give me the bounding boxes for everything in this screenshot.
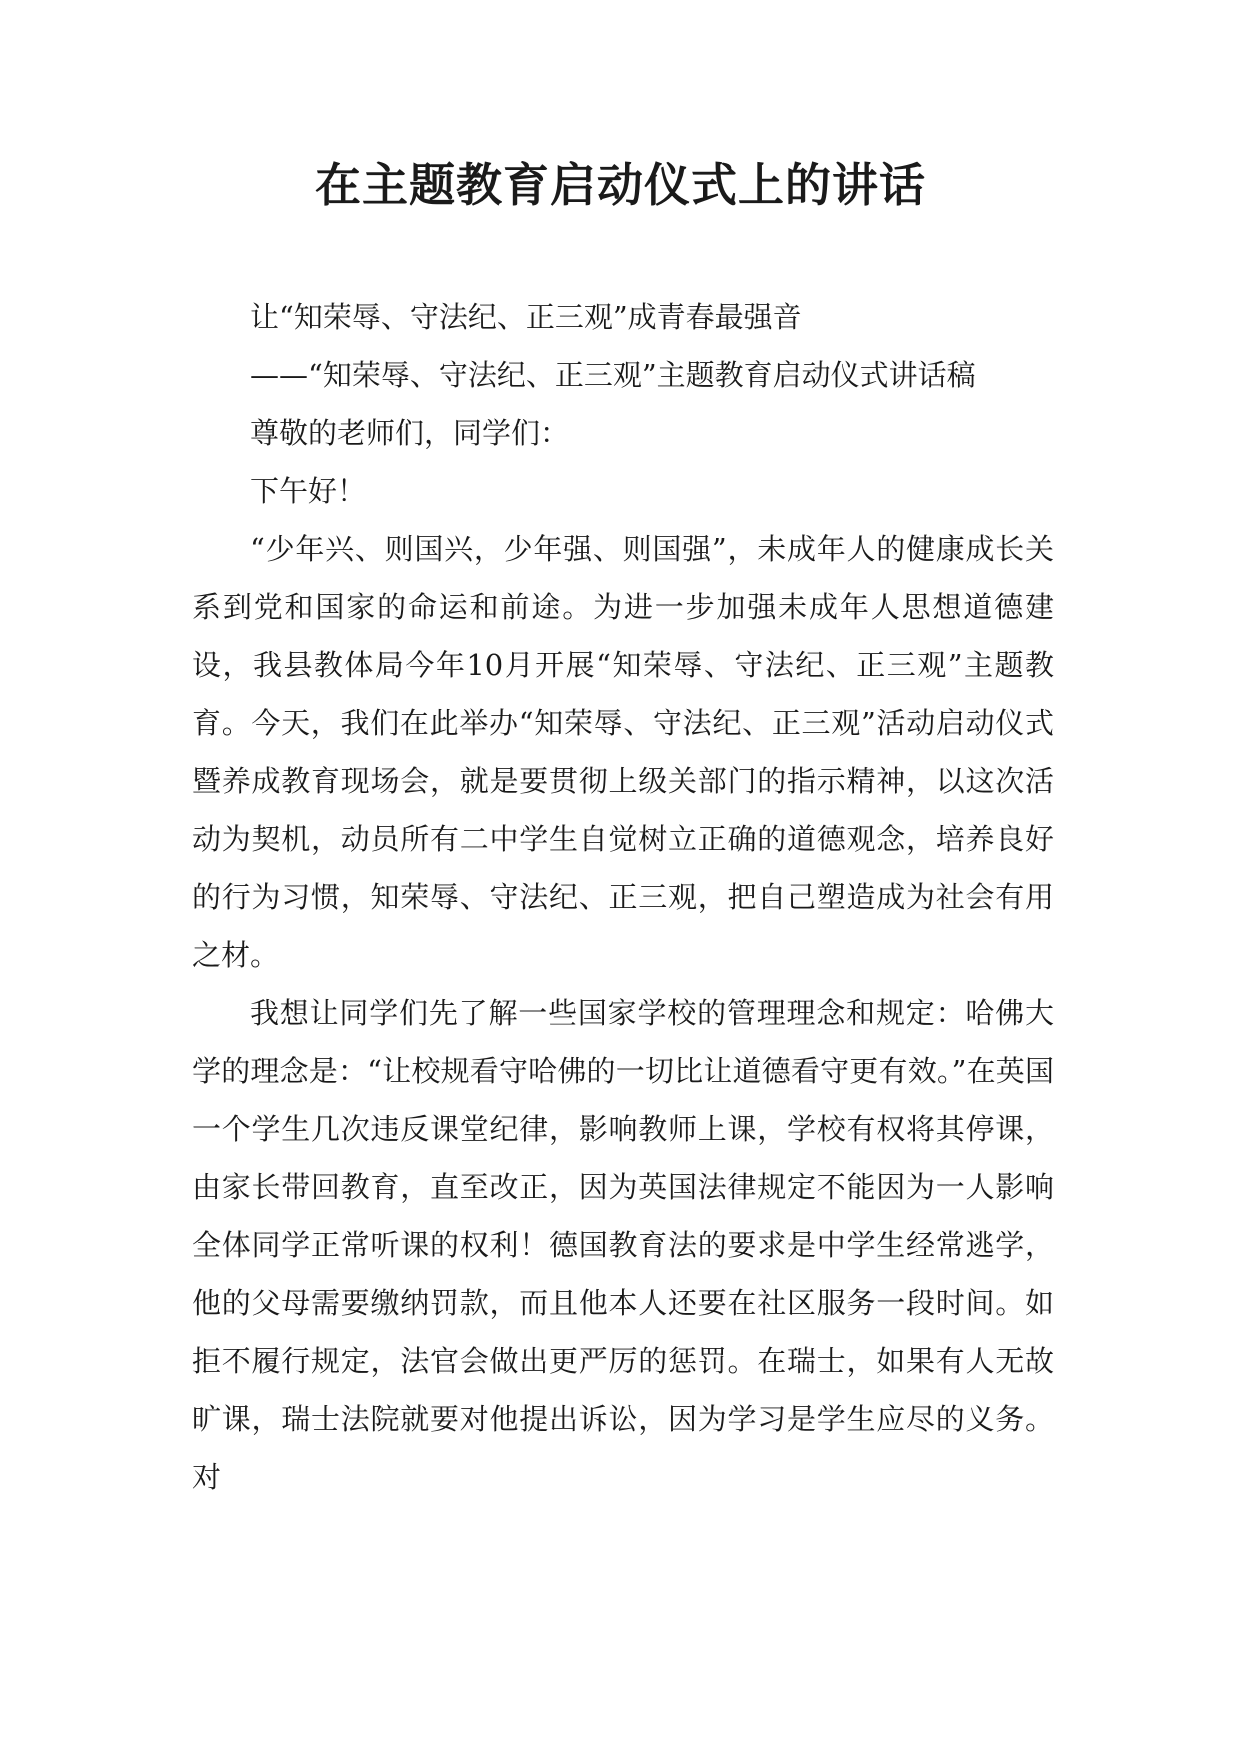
speech-heading: 让“知荣辱、守法纪、正三观”成青春最强音 [250,300,802,334]
salutation: 尊敬的老师们，同学们： [250,416,570,450]
speech-subheading: ——“知荣辱、守法纪、正三观”主题教育启动仪式讲话稿 [250,358,976,392]
body-paragraph: “少年兴、则国兴，少年强、则国强”，未成年人的健康成长关系到党和国家的命运和前途。为进一步加强未成年人思想道德建设，我县教体局今年10月开展“知荣辱、守法纪、正三观”主题教育。今天，我们在此举办“知荣辱、守法纪、正三观”活动启动仪式暨养成教育现场会，就是要贯彻上级关部门的指示精神，以这次活动为契机，动员所有二中学生自觉树立正确的道德观念，培养良好的行为习惯，知荣辱、守法纪、正三观，把自己塑造成为社会有用之材。 [192,532,1054,972]
document-body [192,288,1054,1506]
body-paragraph: 我想让同学们先了解一些国家学校的管理理念和规定：哈佛大学的理念是：“让校规看守哈佛的一切比让道德看守更有效。”在英国一个学生几次违反课堂纪律，影响教师上课，学校有权将其停课，由家长带回教育，直至改正，因为英国法律规定不能因为一人影响全体同学正常听课的权利！德国教育法的要求是中学生经常逃学，他的父母需要缴纳罚款，而且他本人还要在社区服务一段时间。如拒不履行规定，法官会做出更严厉的惩罚。在瑞士，如果有人无故旷课，瑞士法院就要对他提出诉讼，因为学习是学生应尽的义务。对 [192,996,1054,1494]
document-title: 在主题教育启动仪式上的讲话 [315,158,926,212]
greeting: 下午好！ [250,474,367,508]
